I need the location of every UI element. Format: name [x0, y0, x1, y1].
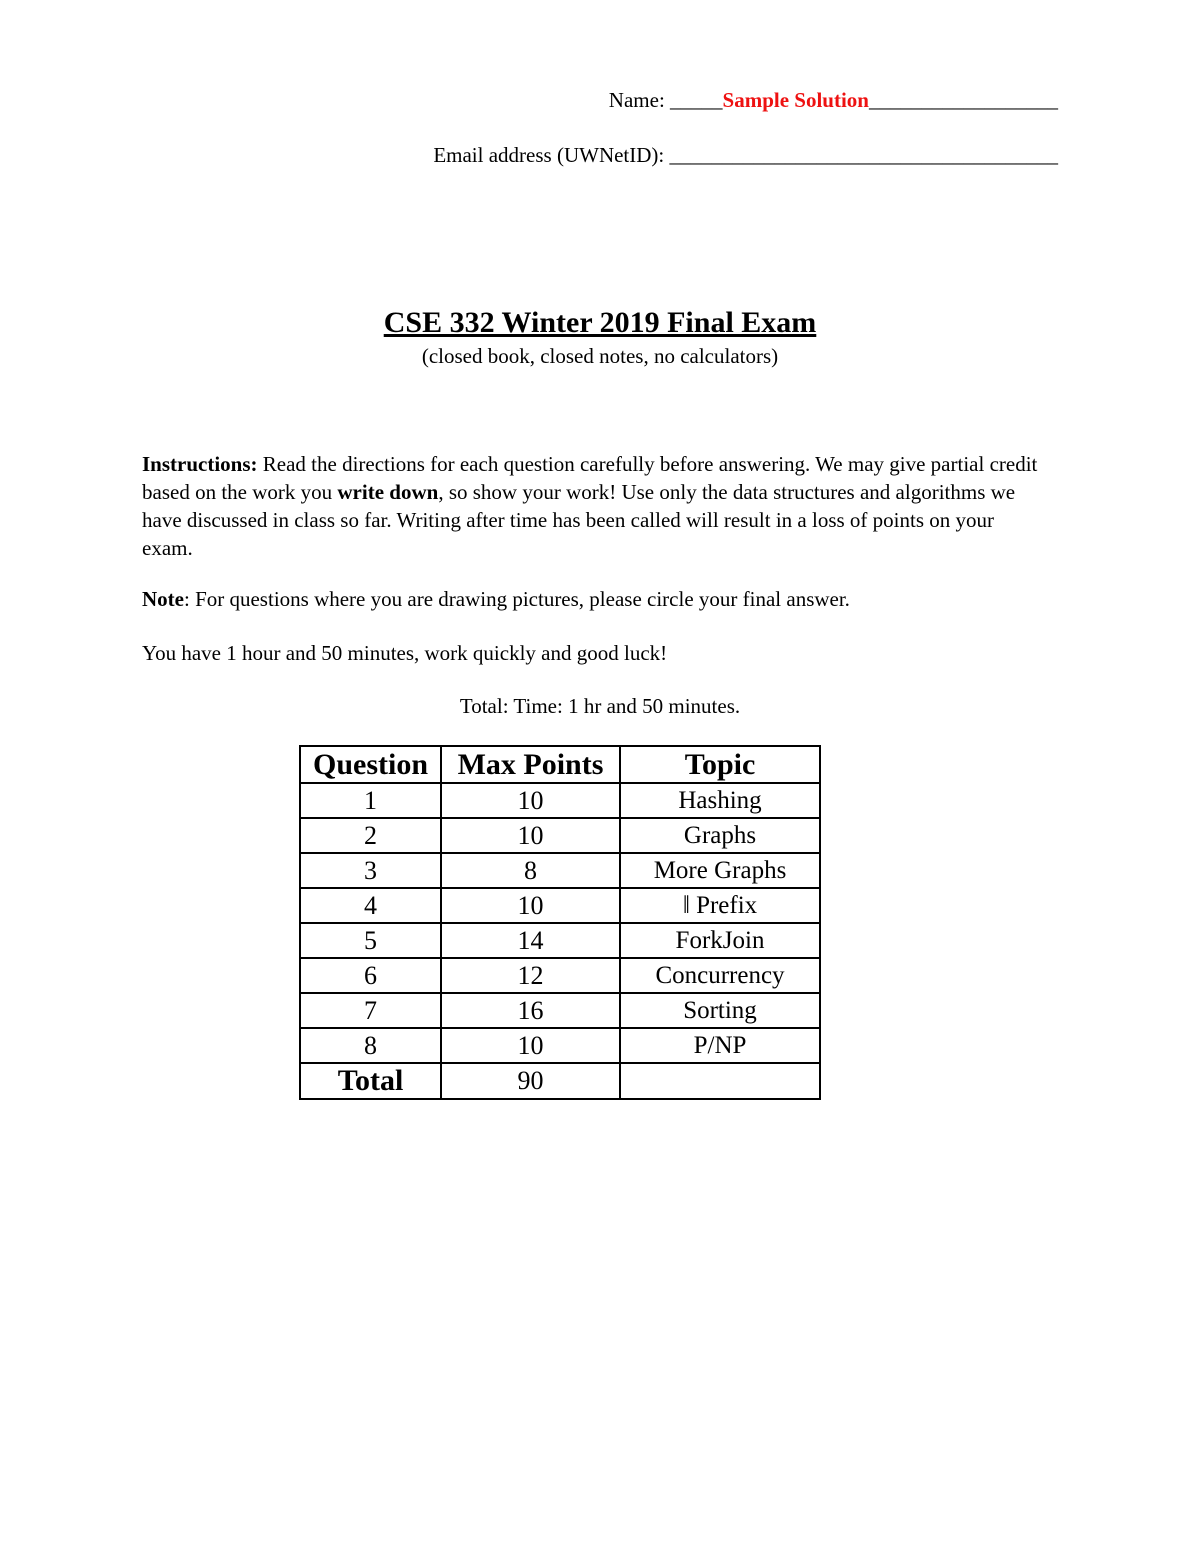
points-cell: 12: [441, 958, 620, 993]
exam-subtitle: (closed book, closed notes, no calculators): [421, 344, 779, 368]
email-blank: _____________________________________: [669, 143, 1058, 167]
topic-cell: Sorting: [620, 993, 820, 1028]
question-cell: 5: [300, 923, 441, 958]
table-row: [300, 853, 820, 888]
question-cell: 2: [300, 818, 441, 853]
name-blank-lead: _____: [670, 88, 723, 112]
instructions-text-1: Read the directions for each question carefully before answering. We may give partial credit based on the work you: [142, 452, 1038, 504]
note-text: : For questions where you are drawing pictures, please circle your final answer.: [183, 587, 850, 611]
email-field: [433, 143, 1058, 168]
name-value: Sample Solution: [722, 88, 869, 112]
email-label: Email address (UWNetID):: [433, 143, 665, 167]
total-time-line: Total: Time: 1 hr and 50 minutes.: [459, 694, 741, 718]
table-total-row: [300, 1063, 820, 1099]
question-cell: 3: [300, 853, 441, 888]
header-max-points: Max Points: [441, 746, 620, 783]
question-cell: 8: [300, 1028, 441, 1063]
table-row: [300, 958, 820, 993]
topic-cell: Hashing: [620, 783, 820, 818]
points-cell: 14: [441, 923, 620, 958]
topic-cell: ForkJoin: [620, 923, 820, 958]
name-field: [609, 88, 1058, 113]
instructions-paragraph: [142, 450, 1042, 562]
instructions-emphasis: write down: [337, 480, 439, 504]
table-header-row: [300, 746, 820, 783]
header-topic: Topic: [620, 746, 820, 783]
points-cell: 10: [441, 888, 620, 923]
topic-cell: P/NP: [620, 1028, 820, 1063]
table-row: [300, 923, 820, 958]
question-cell: 7: [300, 993, 441, 1028]
name-blank-trail: __________________: [869, 88, 1058, 112]
instructions-label: Instructions:: [142, 452, 258, 476]
total-topic-cell: [620, 1063, 820, 1099]
question-cell: 1: [300, 783, 441, 818]
note-label: Note: [142, 587, 184, 611]
points-cell: 8: [441, 853, 620, 888]
table-row: [300, 783, 820, 818]
time-paragraph: You have 1 hour and 50 minutes, work quickly and good luck!: [142, 641, 668, 665]
table-row: [300, 1028, 820, 1063]
topic-cell: ‖ Prefix: [620, 888, 820, 923]
table-row: [300, 888, 820, 923]
points-cell: 16: [441, 993, 620, 1028]
question-cell: 6: [300, 958, 441, 993]
instructions-text-2: , so show your work! Use only the data structures and algorithms we have discussed in class so far. Writing after time has been called will result in a loss of points on your exam.: [142, 480, 1016, 560]
total-points-cell: 90: [441, 1063, 620, 1099]
topic-cell: Concurrency: [620, 958, 820, 993]
question-cell: 4: [300, 888, 441, 923]
total-label-cell: Total: [300, 1063, 441, 1099]
points-table: [299, 745, 821, 1100]
table-row: [300, 818, 820, 853]
note-paragraph: [142, 585, 1042, 613]
points-cell: 10: [441, 818, 620, 853]
points-cell: 10: [441, 783, 620, 818]
topic-cell: More Graphs: [620, 853, 820, 888]
table-row: [300, 993, 820, 1028]
points-cell: 10: [441, 1028, 620, 1063]
name-label: Name:: [608, 88, 665, 112]
exam-title: CSE 332 Winter 2019 Final Exam: [383, 306, 817, 339]
topic-cell: Graphs: [620, 818, 820, 853]
header-question: Question: [300, 746, 441, 783]
